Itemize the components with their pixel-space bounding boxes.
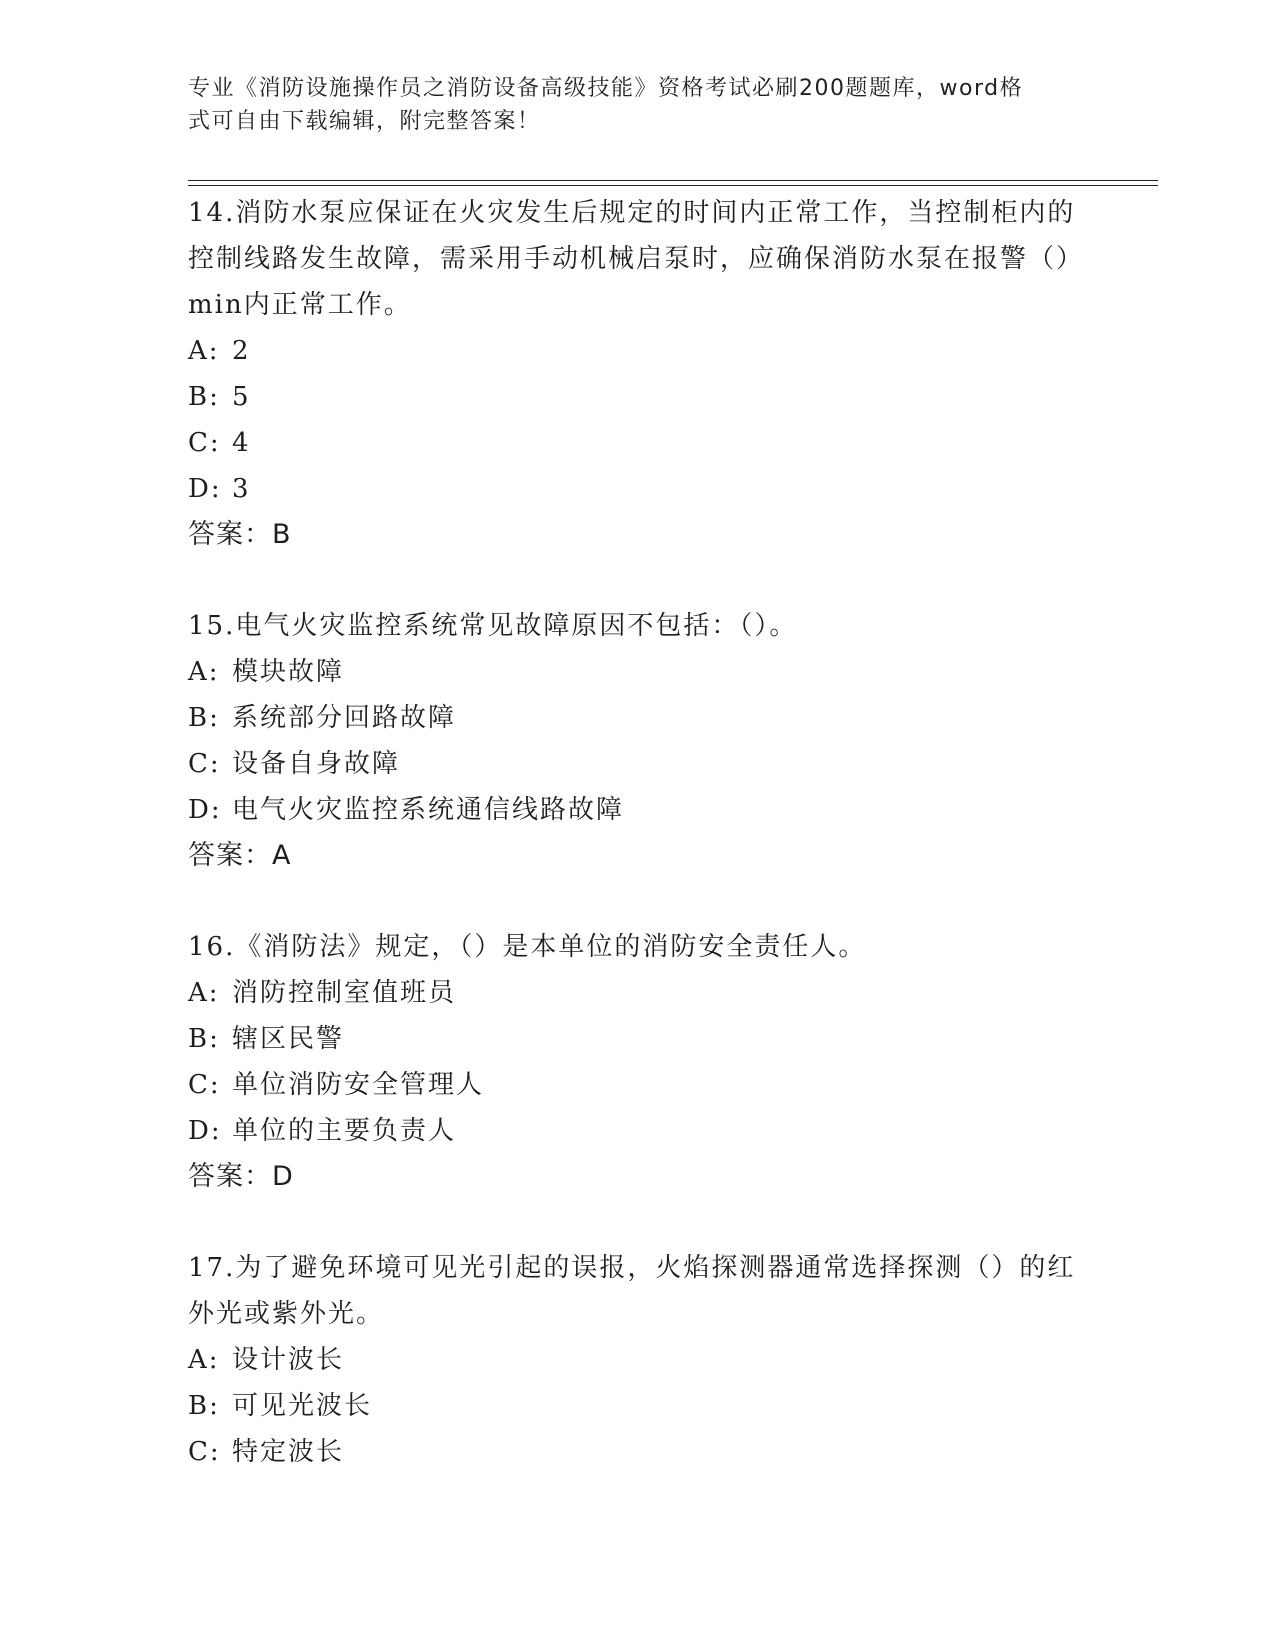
question-list <box>188 190 1088 1520</box>
option-d <box>188 787 1088 833</box>
answer-label: 答案：D <box>188 1161 294 1192</box>
option-a <box>188 1337 1088 1383</box>
option-key: C: <box>188 1070 221 1100</box>
option-text: 可见光波长 <box>232 1391 373 1421</box>
option-b <box>188 695 1088 741</box>
option-text: 设备自身故障 <box>232 749 401 779</box>
question-text: 14.消防水泵应保证在火灾发生后规定的时间内正常工作，当控制柜内的控制线路发生故障，需采用手动机械启泵时，应确保消防水泵在报警（）min内正常工作。 <box>188 198 1085 320</box>
option-key: C: <box>188 1437 221 1467</box>
option-c <box>188 1429 1088 1475</box>
option-text: 4 <box>232 428 251 458</box>
option-d <box>188 466 1088 512</box>
option-key: B: <box>188 382 220 412</box>
option-a <box>188 328 1088 374</box>
document-header <box>188 72 1068 138</box>
option-key: B: <box>188 1024 220 1054</box>
option-text: 单位的主要负责人 <box>232 1116 457 1146</box>
option-text: 消防控制室值班员 <box>232 978 457 1008</box>
option-key: A: <box>188 1345 220 1375</box>
question-16 <box>188 924 1088 1200</box>
header-divider-top <box>188 180 1158 181</box>
question-text: 16.《消防法》规定，（）是本单位的消防安全责任人。 <box>188 932 867 962</box>
option-d <box>188 1108 1088 1154</box>
option-b <box>188 1383 1088 1429</box>
option-c <box>188 420 1088 466</box>
header-line-2: 式可自由下载编辑，附完整答案！ <box>188 109 541 134</box>
option-b <box>188 374 1088 420</box>
header-divider-bottom <box>188 185 1158 186</box>
option-a <box>188 649 1088 695</box>
question-text: 15.电气火灾监控系统常见故障原因不包括：（）。 <box>188 611 798 641</box>
question-17 <box>188 1245 1088 1475</box>
option-key: D: <box>188 474 222 504</box>
question-14 <box>188 190 1088 558</box>
option-b <box>188 1016 1088 1062</box>
option-c <box>188 1062 1088 1108</box>
option-text: 模块故障 <box>232 657 345 687</box>
answer-label: 答案：A <box>188 840 292 871</box>
answer-label: 答案：B <box>188 519 292 550</box>
option-key: D: <box>188 795 222 825</box>
option-text: 2 <box>232 336 251 366</box>
option-key: C: <box>188 428 221 458</box>
option-key: C: <box>188 749 221 779</box>
option-key: B: <box>188 703 220 733</box>
option-text: 单位消防安全管理人 <box>232 1070 485 1100</box>
option-key: A: <box>188 336 220 366</box>
option-text: 5 <box>232 382 251 412</box>
header-line-1: 专业《消防设施操作员之消防设备高级技能》资格考试必刷200题题库，word格 <box>188 76 1024 101</box>
option-text: 特定波长 <box>232 1437 345 1467</box>
option-text: 3 <box>232 474 251 504</box>
option-text: 辖区民警 <box>232 1024 345 1054</box>
question-15 <box>188 603 1088 879</box>
option-text: 电气火灾监控系统通信线路故障 <box>232 795 625 825</box>
option-text: 系统部分回路故障 <box>232 703 457 733</box>
question-text: 17.为了避免环境可见光引起的误报，火焰探测器通常选择探测（）的红外光或紫外光。 <box>188 1253 1076 1329</box>
option-c <box>188 741 1088 787</box>
option-key: D: <box>188 1116 222 1146</box>
option-key: B: <box>188 1391 220 1421</box>
option-a <box>188 970 1088 1016</box>
option-key: A: <box>188 978 220 1008</box>
option-key: A: <box>188 657 220 687</box>
option-text: 设计波长 <box>232 1345 345 1375</box>
